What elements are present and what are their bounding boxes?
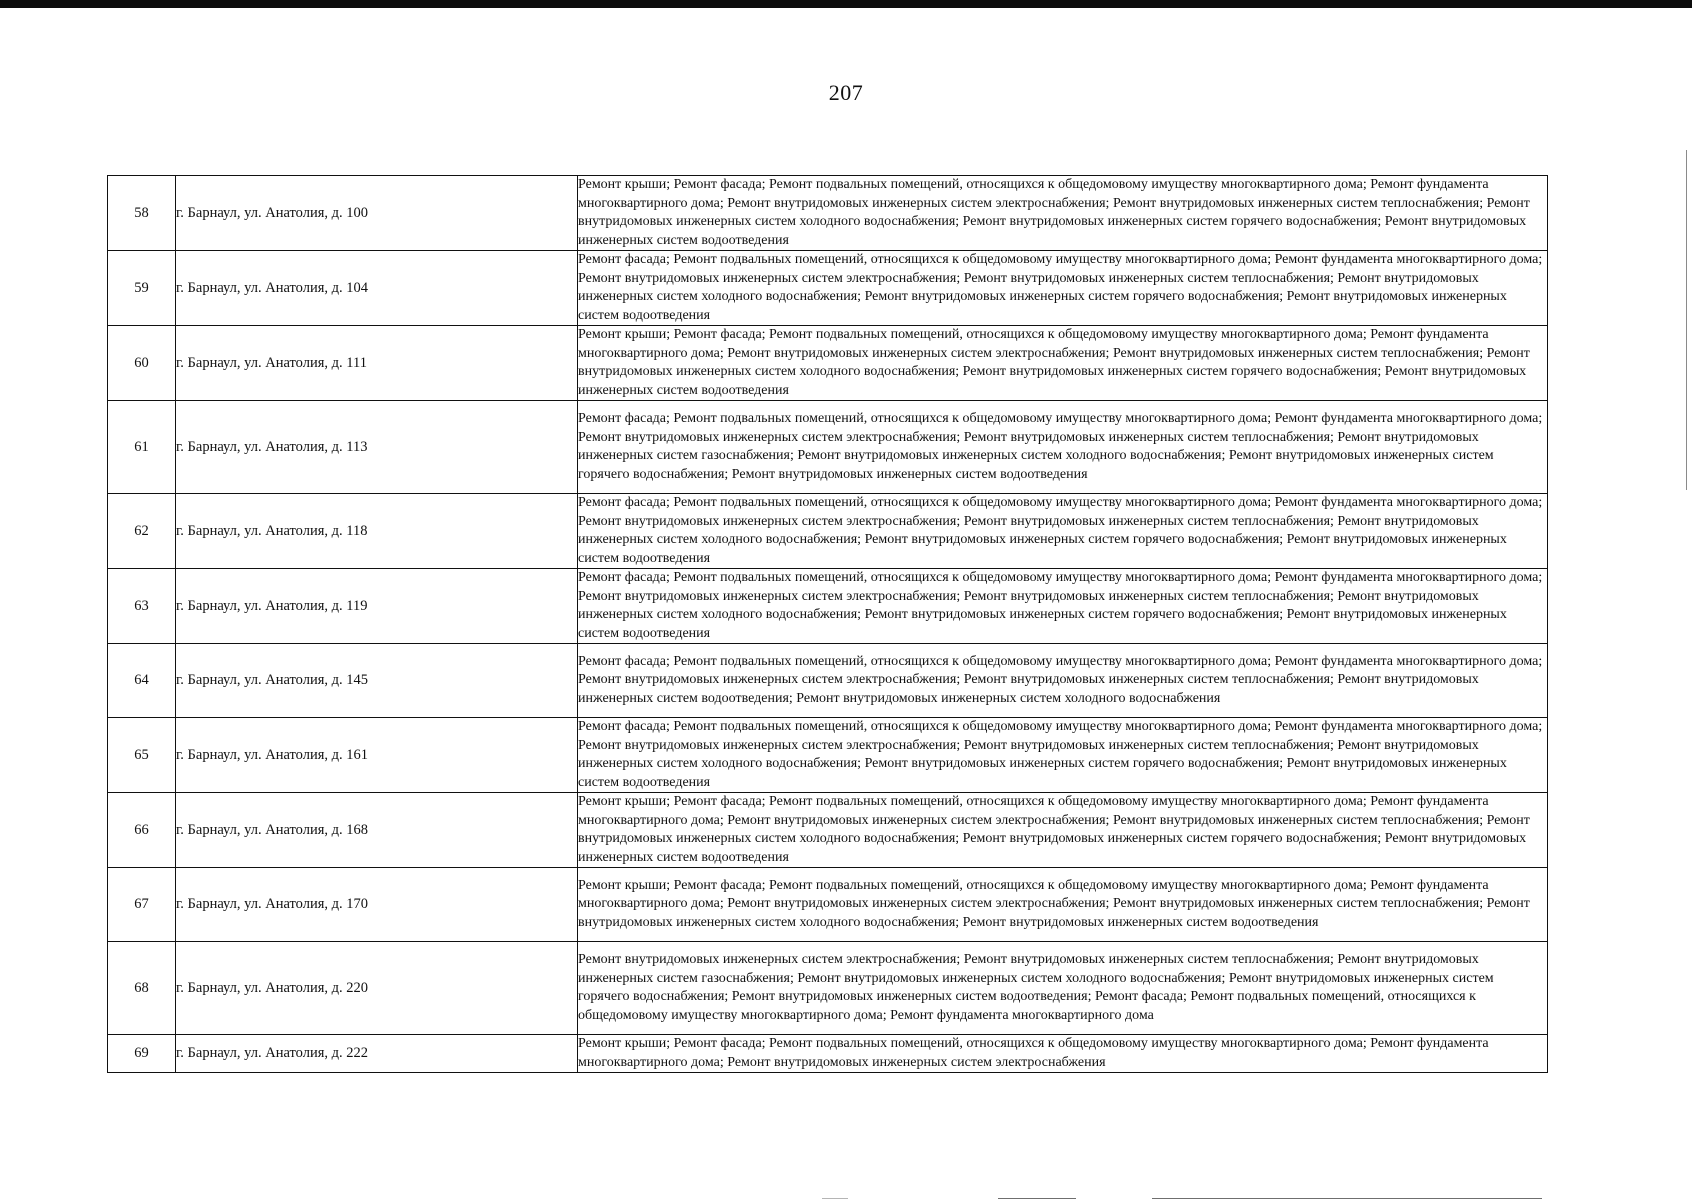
row-number: 67 — [108, 868, 176, 942]
building-address: г. Барнаул, ул. Анатолия, д. 161 — [176, 718, 578, 793]
repair-works-list: Ремонт фасада; Ремонт подвальных помещений, относящихся к общедомовому имуществу многоквартирного дома; Ремонт фундамента многоквартирного дома; Ремонт внутридомовых инженерных систем электроснабжения; Ремонт внутридомовых инженерных систем теплоснабжения; Ремонт внутридомовых инженерных систем холодного водоснабжения; Ремонт внутридомовых инженерных систем горячего водоснабжения; Ремонт внутридомовых инженерных систем водоотведения — [578, 718, 1548, 793]
table-row — [108, 644, 1548, 718]
repair-works-list: Ремонт крыши; Ремонт фасада; Ремонт подвальных помещений, относящихся к общедомовому имуществу многоквартирного дома; Ремонт фундамента многоквартирного дома; Ремонт внутридомовых инженерных систем электроснабжения; Ремонт внутридомовых инженерных систем теплоснабжения; Ремонт внутридомовых инженерных систем холодного водоснабжения; Ремонт внутридомовых инженерных систем горячего водоснабжения; Ремонт внутридомовых инженерных систем водоотведения — [578, 326, 1548, 401]
repair-works-table — [107, 175, 1548, 1073]
table-row — [108, 793, 1548, 868]
building-address: г. Барнаул, ул. Анатолия, д. 220 — [176, 942, 578, 1035]
table-row — [108, 718, 1548, 793]
repair-works-list: Ремонт крыши; Ремонт фасада; Ремонт подвальных помещений, относящихся к общедомовому имуществу многоквартирного дома; Ремонт фундамента многоквартирного дома; Ремонт внутридомовых инженерных систем электроснабжения; Ремонт внутридомовых инженерных систем теплоснабжения; Ремонт внутридомовых инженерных систем холодного водоснабжения; Ремонт внутридомовых инженерных систем горячего водоснабжения; Ремонт внутридомовых инженерных систем водоотведения — [578, 176, 1548, 251]
repair-works-list: Ремонт фасада; Ремонт подвальных помещений, относящихся к общедомовому имуществу многоквартирного дома; Ремонт фундамента многоквартирного дома; Ремонт внутридомовых инженерных систем электроснабжения; Ремонт внутридомовых инженерных систем теплоснабжения; Ремонт внутридомовых инженерных систем холодного водоснабжения; Ремонт внутридомовых инженерных систем горячего водоснабжения; Ремонт внутридомовых инженерных систем водоотведения — [578, 494, 1548, 569]
row-number: 59 — [108, 251, 176, 326]
row-number: 63 — [108, 569, 176, 644]
page-number: 207 — [828, 80, 864, 105]
row-number: 65 — [108, 718, 176, 793]
table-row — [108, 251, 1548, 326]
repair-works-list: Ремонт фасада; Ремонт подвальных помещений, относящихся к общедомовому имуществу многоквартирного дома; Ремонт фундамента многоквартирного дома; Ремонт внутридомовых инженерных систем электроснабжения; Ремонт внутридомовых инженерных систем теплоснабжения; Ремонт внутридомовых инженерных систем газоснабжения; Ремонт внутридомовых инженерных систем холодного водоснабжения; Ремонт внутридомовых инженерных систем горячего водоснабжения; Ремонт внутридомовых инженерных систем водоотведения — [578, 401, 1548, 494]
repair-works-list: Ремонт фасада; Ремонт подвальных помещений, относящихся к общедомовому имуществу многоквартирного дома; Ремонт фундамента многоквартирного дома; Ремонт внутридомовых инженерных систем электроснабжения; Ремонт внутридомовых инженерных систем теплоснабжения; Ремонт внутридомовых инженерных систем холодного водоснабжения; Ремонт внутридомовых инженерных систем горячего водоснабжения; Ремонт внутридомовых инженерных систем водоотведения — [578, 569, 1548, 644]
row-number: 58 — [108, 176, 176, 251]
scan-artifact-line — [1152, 1198, 1542, 1199]
table-row — [108, 326, 1548, 401]
row-number: 62 — [108, 494, 176, 569]
row-number: 69 — [108, 1035, 176, 1073]
table-row — [108, 1035, 1548, 1073]
building-address: г. Барнаул, ул. Анатолия, д. 100 — [176, 176, 578, 251]
building-address: г. Барнаул, ул. Анатолия, д. 222 — [176, 1035, 578, 1073]
table-row — [108, 494, 1548, 569]
repair-works-list: Ремонт внутридомовых инженерных систем электроснабжения; Ремонт внутридомовых инженерных систем теплоснабжения; Ремонт внутридомовых инженерных систем газоснабжения; Ремонт внутридомовых инженерных систем холодного водоснабжения; Ремонт внутридомовых инженерных систем горячего водоснабжения; Ремонт внутридомовых инженерных систем водоотведения; Ремонт фасада; Ремонт подвальных помещений, относящихся к общедомовому имуществу многоквартирного дома; Ремонт фундамента многоквартирного дома — [578, 942, 1548, 1035]
scan-artifact-line — [822, 1198, 848, 1199]
row-number: 64 — [108, 644, 176, 718]
row-number: 61 — [108, 401, 176, 494]
table-row — [108, 401, 1548, 494]
repair-works-list: Ремонт крыши; Ремонт фасада; Ремонт подвальных помещений, относящихся к общедомовому имуществу многоквартирного дома; Ремонт фундамента многоквартирного дома; Ремонт внутридомовых инженерных систем электроснабжения; Ремонт внутридомовых инженерных систем теплоснабжения; Ремонт внутридомовых инженерных систем холодного водоснабжения; Ремонт внутридомовых инженерных систем горячего водоснабжения; Ремонт внутридомовых инженерных систем водоотведения — [578, 793, 1548, 868]
scan-artifact-line — [998, 1198, 1076, 1199]
table-row — [108, 868, 1548, 942]
repair-works-list: Ремонт крыши; Ремонт фасада; Ремонт подвальных помещений, относящихся к общедомовому имуществу многоквартирного дома; Ремонт фундамента многоквартирного дома; Ремонт внутридомовых инженерных систем электроснабжения — [578, 1035, 1548, 1073]
table-row — [108, 569, 1548, 644]
table-row — [108, 176, 1548, 251]
repair-works-list: Ремонт фасада; Ремонт подвальных помещений, относящихся к общедомовому имуществу многоквартирного дома; Ремонт фундамента многоквартирного дома; Ремонт внутридомовых инженерных систем электроснабжения; Ремонт внутридомовых инженерных систем теплоснабжения; Ремонт внутридомовых инженерных систем холодного водоснабжения; Ремонт внутридомовых инженерных систем горячего водоснабжения; Ремонт внутридомовых инженерных систем водоотведения — [578, 251, 1548, 326]
repair-works-list: Ремонт крыши; Ремонт фасада; Ремонт подвальных помещений, относящихся к общедомовому имуществу многоквартирного дома; Ремонт фундамента многоквартирного дома; Ремонт внутридомовых инженерных систем электроснабжения; Ремонт внутридомовых инженерных систем теплоснабжения; Ремонт внутридомовых инженерных систем холодного водоснабжения; Ремонт внутридомовых инженерных систем водоотведения — [578, 868, 1548, 942]
building-address: г. Барнаул, ул. Анатолия, д. 111 — [176, 326, 578, 401]
building-address: г. Барнаул, ул. Анатолия, д. 113 — [176, 401, 578, 494]
scan-top-border — [0, 0, 1692, 8]
table-row — [108, 942, 1548, 1035]
row-number: 66 — [108, 793, 176, 868]
building-address: г. Барнаул, ул. Анатолия, д. 170 — [176, 868, 578, 942]
row-number: 68 — [108, 942, 176, 1035]
row-number: 60 — [108, 326, 176, 401]
building-address: г. Барнаул, ул. Анатолия, д. 118 — [176, 494, 578, 569]
building-address: г. Барнаул, ул. Анатолия, д. 104 — [176, 251, 578, 326]
building-address: г. Барнаул, ул. Анатолия, д. 168 — [176, 793, 578, 868]
repair-works-list: Ремонт фасада; Ремонт подвальных помещений, относящихся к общедомовому имуществу многоквартирного дома; Ремонт фундамента многоквартирного дома; Ремонт внутридомовых инженерных систем электроснабжения; Ремонт внутридомовых инженерных систем теплоснабжения; Ремонт внутридомовых инженерных систем водоотведения; Ремонт внутридомовых инженерных систем холодного водоснабжения — [578, 644, 1548, 718]
building-address: г. Барнаул, ул. Анатолия, д. 119 — [176, 569, 578, 644]
scan-edge-mark — [1686, 150, 1687, 490]
building-address: г. Барнаул, ул. Анатолия, д. 145 — [176, 644, 578, 718]
